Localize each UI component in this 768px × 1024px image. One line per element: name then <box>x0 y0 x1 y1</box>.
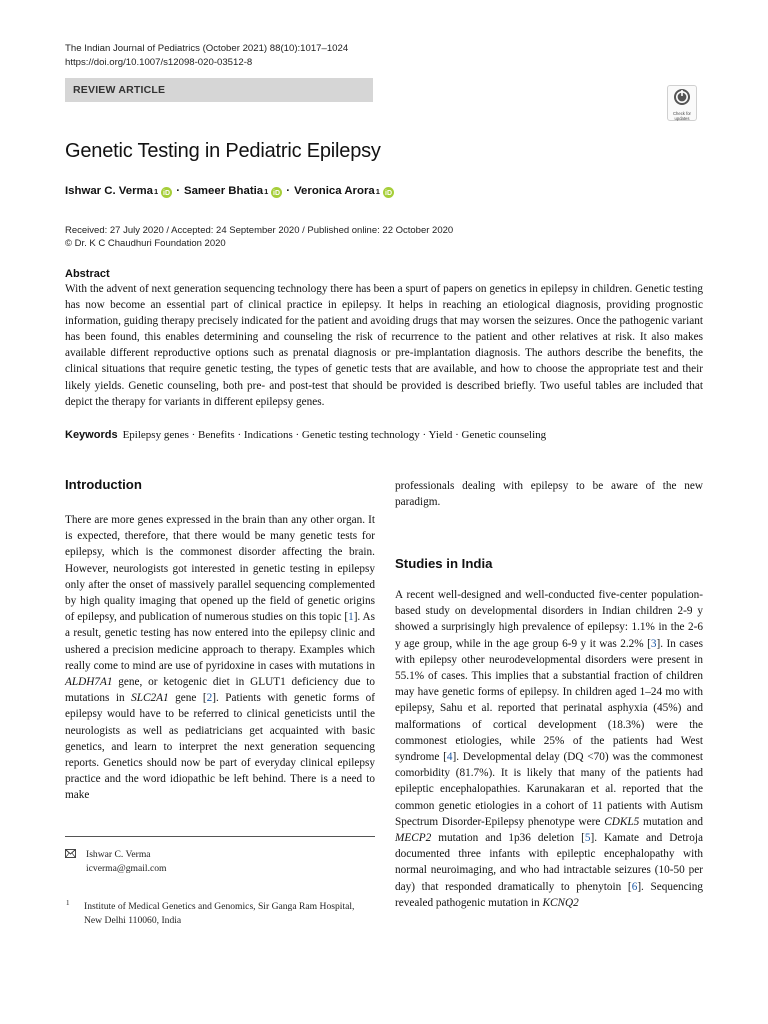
studies-body <box>395 587 703 911</box>
intro-text: ]. Patients with genetic forms of epilepsy would have to be referred to clinical geneticists until the neurologists as well as pediatricians get acquainted with basic genetics, and learn to interpret the next generation sequencing reports. Genetics should now be part of everyday clinical epilepsy practice and the word idiopathic be left behind. There is a need to make <box>65 692 376 802</box>
introduction-heading: Introduction <box>65 477 142 492</box>
author-name[interactable]: Veronica Arora <box>294 185 375 197</box>
keywords-heading: Keywords <box>65 429 118 441</box>
keywords <box>65 429 546 441</box>
check-for-updates-badge[interactable] <box>667 85 697 121</box>
citation-link[interactable]: 1 <box>348 611 354 624</box>
abstract-heading: Abstract <box>65 268 110 280</box>
author-name[interactable]: Sameer Bhatia <box>183 185 264 197</box>
intro-text: ]. As a result, genetic testing has now entered into the epilepsy clinic and ushered a precision medicine approach to therapy. Examples which really come to mind are use of pyridoxine in cases with mutations in <box>65 611 375 672</box>
gene-name: SLC2A1 <box>131 692 169 705</box>
studies-text: A recent well-designed and well-conducted five-center population-based study on developmental disorders in Indian children 2-9 y showed a surprisingly high prevalence of epilepsy: 1.1% in the 2-6 y age group, while in the age group 6-9 y it was 2.2% [ <box>395 589 703 650</box>
studies-text: mutation and <box>639 815 703 828</box>
intro-text: There are more genes expressed in the brain than any other organ. It is expected, therefore, that there would be many genetic tests for epilepsy, which is the commonest disorder affecting the brain. However, neurologists got interested in genetic testing in epilepsy only after the onset of massively parallel sequencing complemented by high quality imaging that opened up the field of genetic origins of epilepsy, and publication of numerous studies on this topic [ <box>65 514 375 624</box>
intro-text: gene [ <box>168 692 207 705</box>
corresponding-author <box>86 848 167 876</box>
studies-text: ]. Kamate and Detroja documented three infants with epileptic encephalopathy with normal neuroimaging, and who had intractable seizures (10-50 per day) that responded dramatically to phenytoin [ <box>395 832 703 893</box>
copyright-line: © Dr. K C Chaudhuri Foundation 2020 <box>65 237 226 249</box>
orcid-icon[interactable] <box>271 187 282 198</box>
check-updates-icon <box>673 88 691 111</box>
affiliation-marker: 1 <box>264 186 269 196</box>
orcid-icon[interactable] <box>383 187 394 198</box>
studies-text: ]. Developmental delay (DQ <70) was the commonest comorbidity (81.7%). It is likely that many of the patients had epileptic encephalopathies. Karunakaran et al. reported that the common genetic etiologies in a cohort of 11 patients with Autism Spectrum Disorder-Epilepsy phenotype were <box>395 751 703 828</box>
gene-name: ALDH7A1 <box>65 676 113 689</box>
footnote-divider <box>65 836 375 837</box>
affiliation-number: 1 <box>66 899 70 907</box>
citation-link[interactable]: 6 <box>631 880 638 893</box>
journal-citation: The Indian Journal of Pediatrics (October 2021) 88(10):1017–1024 <box>65 43 349 54</box>
article-type-banner: REVIEW ARTICLE <box>65 78 373 102</box>
affiliation-marker: 1 <box>375 186 380 196</box>
svg-text:iD: iD <box>163 189 171 197</box>
introduction-body <box>65 512 375 804</box>
article-title: Genetic Testing in Pediatric Epilepsy <box>65 140 381 162</box>
corresponding-author-name: Ishwar C. Verma <box>86 849 151 860</box>
introduction-continued: professionals dealing with epilepsy to be aware of the new paradigm. <box>395 480 703 509</box>
studies-heading: Studies in India <box>395 556 493 571</box>
mail-icon <box>65 849 76 863</box>
gene-name: MECP2 <box>395 832 432 845</box>
orcid-icon[interactable] <box>161 187 172 198</box>
affiliation-text: Institute of Medical Genetics and Genomics, Sir Ganga Ram Hospital, New Delhi 110060, India <box>84 901 355 926</box>
citation-link[interactable]: 4 <box>446 751 453 764</box>
studies-text: ]. Sequencing revealed pathogenic mutation in <box>395 880 704 909</box>
svg-text:iD: iD <box>273 189 281 197</box>
affiliation-marker: 1 <box>154 186 159 196</box>
gene-name: KCNQ2 <box>542 896 579 909</box>
doi-link[interactable]: https://doi.org/10.1007/s12098-020-03512-8 <box>65 57 253 68</box>
corresponding-author-email[interactable]: icverma@gmail.com <box>86 863 167 874</box>
studies-text: mutation and 1p36 deletion [ <box>431 832 585 845</box>
citation-link[interactable]: 5 <box>584 832 591 845</box>
author-separator: · <box>176 185 180 197</box>
studies-text: ]. In cases with epilepsy other neurodevelopmental disorders were present in 55.1% of cases. This implies that a substantial fraction of children may have genetic forms of epilepsy. In children aged 1–24 mo with epilepsy, Sahu et al. reported that perinatal asphyxia (45%) and malformations of cortical development (18.3%) were the commonest etiologies, while 25% of the patients had West syndrome [ <box>395 637 703 764</box>
check-updates-label: Check for updates <box>673 111 691 121</box>
author-separator: · <box>286 185 291 197</box>
citation-link[interactable]: 2 <box>206 692 213 705</box>
citation-link[interactable]: 3 <box>650 637 657 650</box>
publication-dates <box>65 225 453 250</box>
author-list <box>65 185 398 197</box>
svg-text:iD: iD <box>384 189 392 197</box>
gene-name: CDKL5 <box>604 815 640 828</box>
author-name[interactable]: Ishwar C. Verma <box>65 185 154 197</box>
intro-text: gene, or ketogenic diet in GLUT1 deficiency due to mutations in <box>65 676 375 705</box>
dates-line: Received: 27 July 2020 / Accepted: 24 September 2020 / Published online: 22 October 2020 <box>65 225 454 236</box>
keywords-list: Epilepsy genes · Benefits · Indications · Genetic testing technology · Yield · Genetic counseling <box>122 429 547 441</box>
abstract-text: With the advent of next generation sequencing technology there has been a spurt of papers on genetics in epilepsy in children. Genetic testing has now become an essential part of clinical practice in epilepsy. It helps in reaching an etiological diagnosis, providing prognostic information, guiding therapy precisely indicated for the patient and avoiding drugs that may worsen the seizures. Once the pathogenic variant has been found, this enables determining and counseling the risk of recurrence to the patient and other relatives at risk. It also makes available different reproductive options such as prenatal diagnosis or pre-implantation diagnosis. The authors describe the benefits, the clinical situations that require genetic testing, the types of genetic tests that are available, and how to choose the appropriate test and their likely yields. Genetic counseling, both pre- and post-test that should be provided is described briefly. Two useful tables are included that depict the therapy for variants in different epilepsy genes. <box>65 283 703 408</box>
